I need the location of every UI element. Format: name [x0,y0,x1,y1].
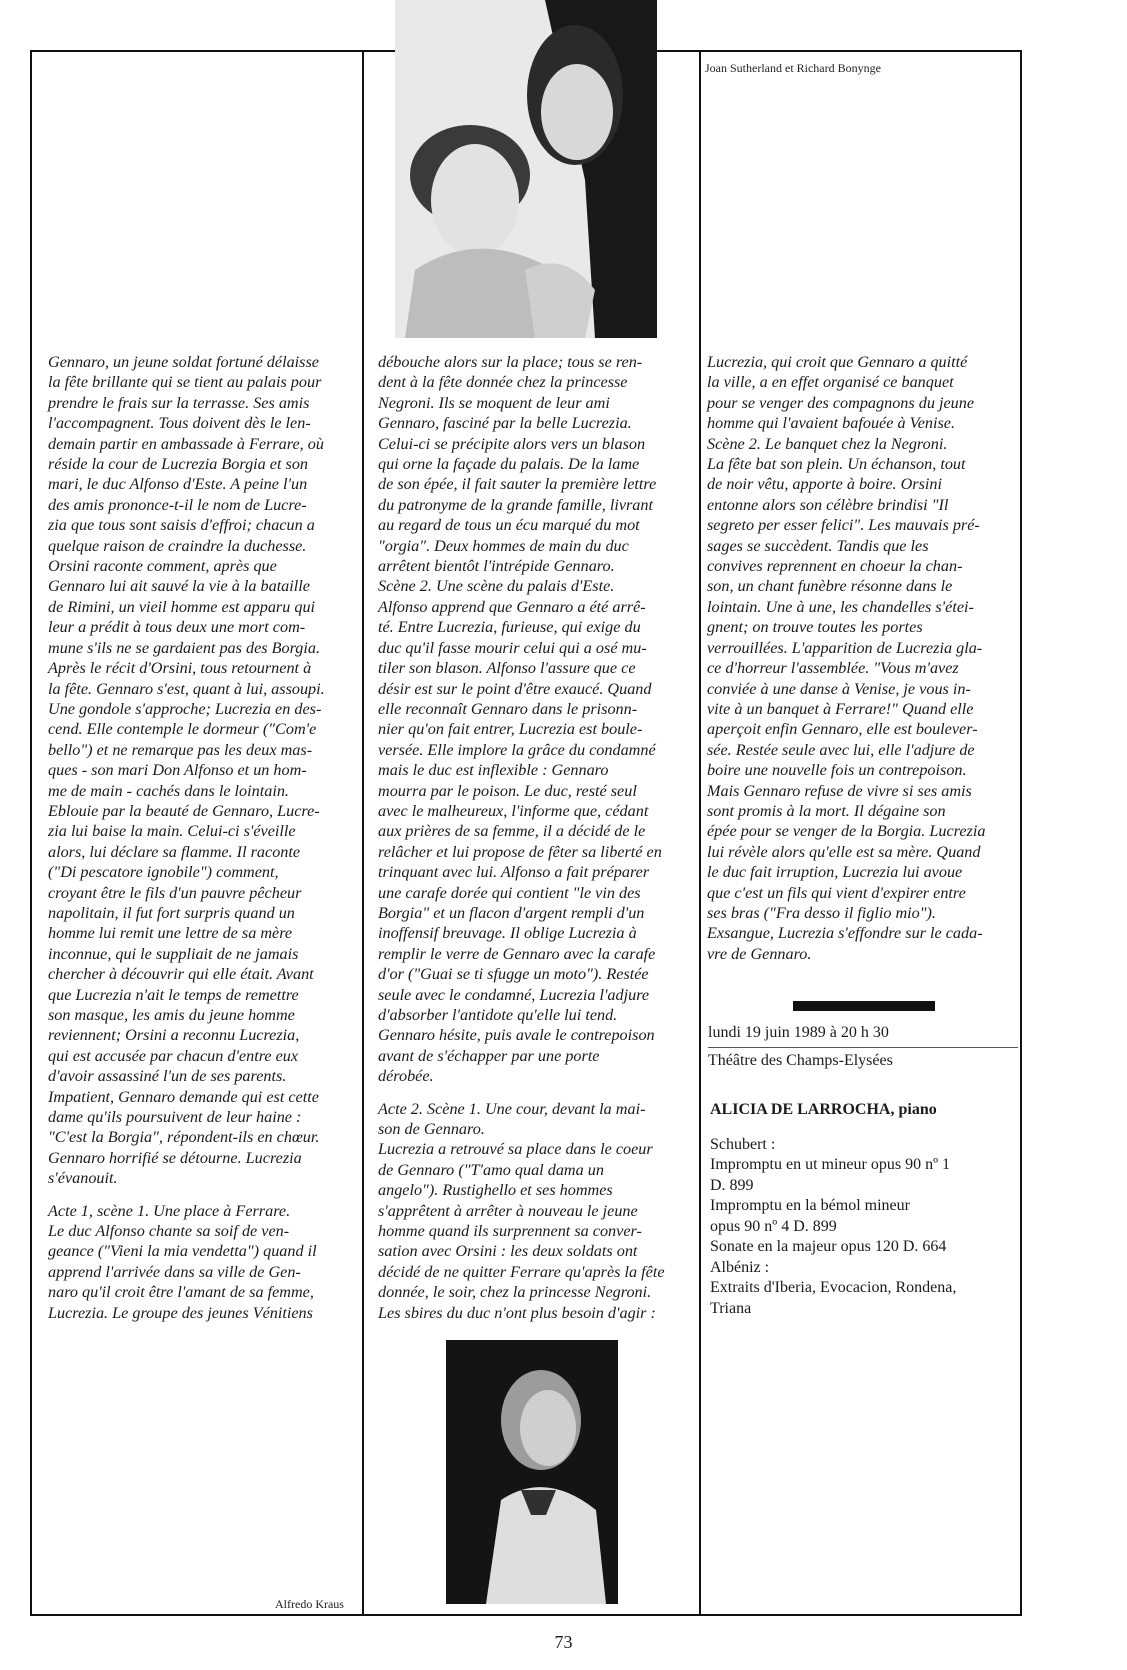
column-3 [707,352,1019,976]
col1-para-1: Gennaro, un jeune soldat fortuné délaisse la fête brillante qui se tient au palais pour prendre le frais sur la terrasse. Ses amis l'accompagnent. Tous doivent dès le len- demain partir en ambassade à Ferrare, où réside la cour de Lucrezia Borgia et son mari, le duc Alfonso d'Este. A peine l'un des amis prononce-t-il le nom de Lucre- zia que tous sont saisis d'effroi; chacun a quelque raison de craindre la duchesse. Orsini raconte comment, après que Gennaro lui ait sauvé la vie à la bataille de Rimini, un vieil homme est apparu qui leur a prédit à tous deux une mort com- mune s'ils ne se gardaient pas des Borgia. Après le récit d'Orsini, tous retournent à la fête. Gennaro s'est, quant à lui, assoupi. Une gondole s'approche; Lucrezia en des- cend. Elle contemple le dormeur ("Com'e bello") et ne remarque pas les deux mas- ques - son mari Don Alfonso et un hom- me de main - cachés dans le lointain. Eblouie par la beauté de Gennaro, Lucre- zia lui baise la main. Celui-ci s'éveille alors, lui déclare sa flamme. Il raconte ("Di pescatore ignobile") comment, croyant être le fils d'un pauvre pêcheur napolitain, il fut fort surpris quand un homme lui remit une lettre de sa mère inconnue, qui le suppliait de ne jamais chercher à découvrir qui elle était. Avant que Lucrezia n'ait le temps de remettre son masque, les amis du jeune homme reviennent; Orsini a reconnu Lucrezia, qui est accusée par chacun d'entre eux d'avoir assassiné l'un de ses parents. Impatient, Gennaro demande qui est cette dame qu'ils poursuivent de leur haine : "C'est la Borgia", répondent-ils en chœur. Gennaro horrifié se détourne. Lucrezia s'évanouit. [48,353,325,1188]
performer-name: ALICIA DE LARROCHA, piano [710,1101,937,1118]
col2-para-1: débouche alors sur la place; tous se ren- dent à la fête donnée chez la princesse Negroni. Ils se moquent de leur ami Gennaro, fasciné par la belle Lucrezia. Celui-ci se précipite alors vers un blason qui orne la façade du palais. De la lame de son épée, il fait sauter la première lettre du patronyme de la grande famille, livrant au regard de tous un écu marqué du mot "orgia". Deux hommes de main du duc arrêtent bientôt l'intrépide Gennaro. Scène 2. Une scène du palais d'Este. Alfonso apprend que Gennaro a été arrê- té. Entre Lucrezia, furieuse, qui exige du duc qu'il fasse mourir celui qui a osé mu- tiler son blason. Alfonso l'assure que ce désir est sur le point d'être exaucé. Quand elle reconnaît Gennaro dans le prisonn- nier qu'on fait entrer, Lucrezia est boule- versée. Elle implore la grâce du condamné mais le duc est inflexible : Gennaro mourra par le poison. Le duc, resté seul avec le malheureux, l'informe que, cédant aux prières de sa femme, il a décidé de le relâcher et lui propose de fêter sa liberté en trinquant avec lui. Alfonso a fait préparer une carafe dorée qui contient "le vin des Borgia" et un flacon d'argent rempli d'un inoffensif breuvage. Il oblige Lucrezia à remplir le verre de Gennaro avec la carafe d'or ("Guai se ti sfugge un moto"). Restée seule avec le condamné, Lucrezia l'adjure d'absorber l'antidote qu'elle lui tend. Gennaro hésite, puis avale le contrepoison avant de s'échapper par une porte dérobée. [378,353,662,1086]
page-number: 73 [554,1632,573,1652]
column-divider-1 [362,50,364,1616]
col3-para-1: Lucrezia, qui croit que Gennaro a quitté la ville, a en effet organisé ce banquet pour se venger des compagnons du jeune homme qui l'avaient bafouée à Venise. Scène 2. Le banquet chez la Negroni. La fête bat son plein. Un échanson, tout de noir vêtu, apporte à boire. Orsini entonne alors son célèbre brindisi "Il segreto per esser felici". Les mauvais pré- sages se succèdent. Tandis que les convives reprennent en choeur la chan- son, un chant funèbre résonne dans le lointain. Une à une, les chandelles s'étei- gnent; on trouve toutes les portes verrouillées. L'apparition de Lucrezia gla- ce d'horreur l'assemblée. "Vous m'avez conviée à une danse à Venise, je vous in- vite à un banquet à Ferrare!" Quand elle aperçoit enfin Gennaro, elle est boulever- sée. Restée seule avec lui, elle l'adjure de boire une nouvelle fois un contrepoison. Mais Gennaro refuse de vivre si ses amis sont promis à la mort. Il dégaine son épée pour se venger de la Borgia. Lucrezia lui révèle alors qu'elle est sa mère. Quand le duc fait irruption, Lucrezia lui avoue que c'est un fils qui vient d'expirer entre ses bras ("Fra desso il figlio mio"). Exsangue, Lucrezia s'effondre sur le cada- vre de Gennaro. [707,353,986,963]
recital-program [710,1100,1010,1319]
col1-para-2: Acte 1, scène 1. Une place à Ferrare. Le duc Alfonso chante sa soif de ven- geance ("Vieni la mia vendetta") quand il apprend l'arrivée dans sa ville de Gen- naro qu'il croit être l'amant de sa femme, Lucrezia. Le groupe des jeunes Vénitiens [48,1201,317,1322]
column-1 [48,352,360,1335]
column-2 [378,352,694,1335]
photo-alfredo-kraus [446,1340,618,1604]
photo-sutherland-bonynge [395,0,657,338]
section-divider-bar [793,1001,935,1011]
column-divider-2 [699,50,701,1616]
info-rule [708,1047,1018,1048]
col2-para-2: Acte 2. Scène 1. Une cour, devant la mai- son de Gennaro. Lucrezia a retrouvé sa place dans le coeur de Gennaro ("T'amo qual dama un angelo"). Rustighello et ses hommes s'apprêtent à arrêter à nouveau le jeune homme quand ils surprennent sa conver- sation avec Orsini : les deux soldats ont décidé de ne quitter Ferrare qu'après la fête donnée, le soir, chez la princesse Negroni. Les sbires du duc n'ont plus besoin d'agir : [378,1099,665,1322]
top-photo-caption: Joan Sutherland et Richard Bonynge [705,61,881,75]
bottom-photo-caption: Alfredo Kraus [275,1597,344,1611]
concert-date: lundi 19 juin 1989 à 20 h 30 [708,1024,889,1041]
program-list: Schubert : Impromptu en ut mineur opus 90 nº 1 D. 899 Impromptu en la bémol mineur opus 90 nº 4 D. 899 Sonate en la majeur opus 120 D. 664 Albéniz : Extraits d'Iberia, Evocacion, Rondena, Triana [710,1135,957,1317]
concert-venue: Théâtre des Champs-Elysées [708,1052,893,1069]
